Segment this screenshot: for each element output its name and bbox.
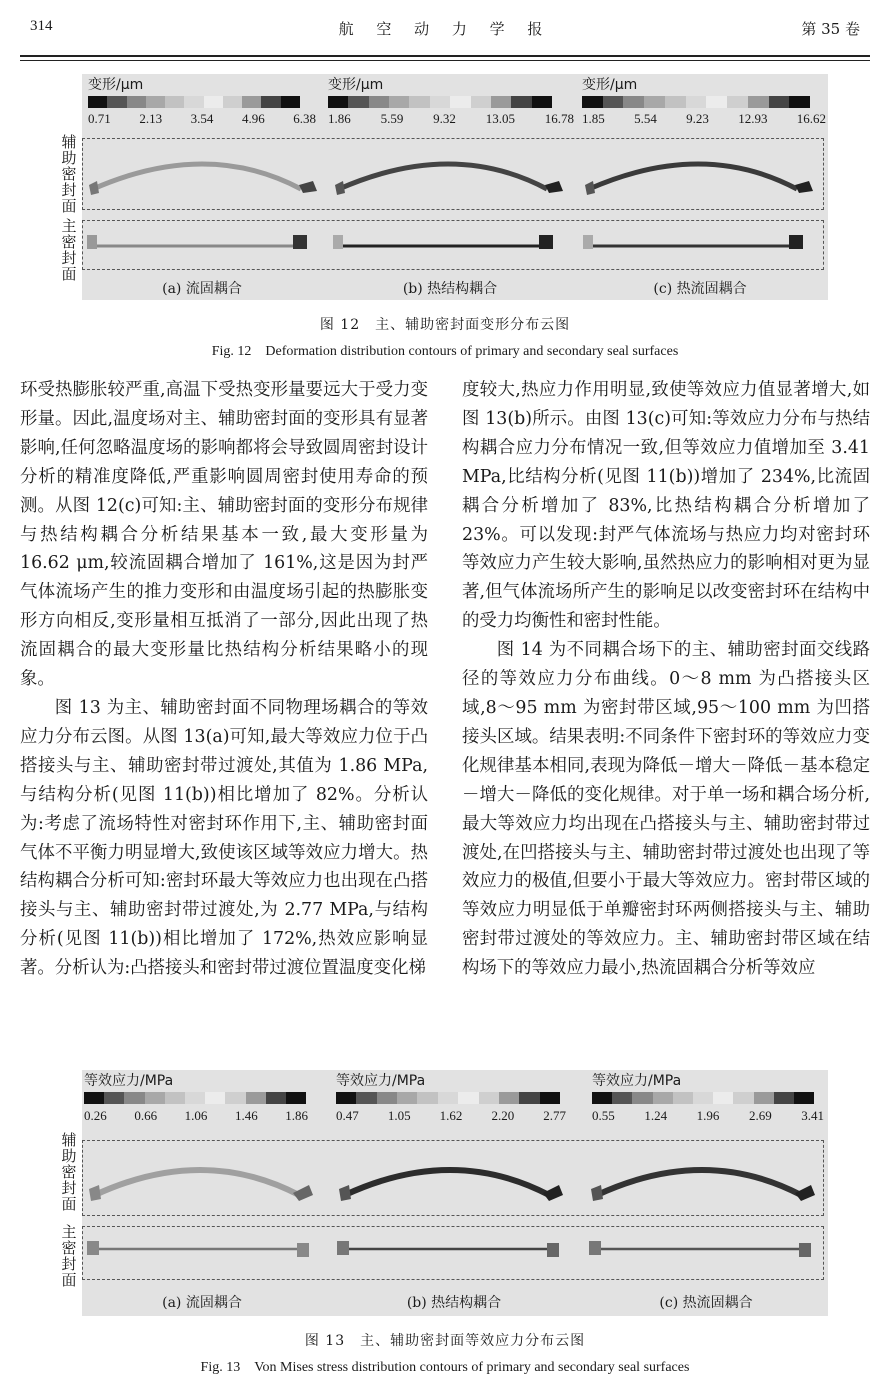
aux-seal-shape-a <box>87 1149 327 1209</box>
colorbar-gradient <box>336 1092 560 1104</box>
subcaption-c: (c) 热流固耦合 <box>653 281 747 297</box>
tick-label: 0.55 <box>592 1108 615 1123</box>
main-seal-shape-b <box>333 233 573 263</box>
fig13-caption-cn: 图 13 主、辅助密封面等效应力分布云图 <box>304 1333 586 1349</box>
main-seal-shape-a <box>87 1239 327 1269</box>
figure-12 <box>82 74 828 300</box>
header-rule-thick <box>20 55 870 57</box>
volume-label: 第 35 卷 <box>801 20 860 38</box>
tick-label: 2.77 <box>543 1108 566 1123</box>
tick-label: 9.23 <box>686 111 709 126</box>
tick-label: 1.86 <box>328 111 351 126</box>
tick-label: 1.85 <box>582 111 605 126</box>
fig12-row-label-main: 主密封面 <box>61 217 77 283</box>
colorbar-gradient <box>328 96 552 108</box>
tick-label: 1.24 <box>644 1108 668 1123</box>
fig13-caption-en: Fig. 13 Von Mises stress distribution contours of primary and secondary seal surfaces <box>200 1360 690 1375</box>
fig12-colorbar-c <box>582 74 828 127</box>
header-rule-thin <box>20 60 870 61</box>
colorbar-title: 等效应力/MPa <box>84 1073 174 1089</box>
aux-seal-shape-c <box>583 145 823 205</box>
colorbar-ticks <box>328 111 574 127</box>
colorbar-title: 变形/μm <box>88 77 144 93</box>
page-number: 314 <box>30 18 53 34</box>
fig12-caption-en: Fig. 12 Deformation distribution contours of primary and secondary seal surfaces <box>211 344 679 359</box>
fig13-colorbar-c <box>592 1070 828 1124</box>
body-right-column <box>462 376 870 983</box>
fig13-row-label-main: 主密封面 <box>61 1223 77 1289</box>
body-left-column <box>20 376 428 983</box>
tick-label: 2.69 <box>748 1108 772 1123</box>
fig12-main-seal-row <box>82 220 824 270</box>
tick-label: 0.66 <box>134 1108 158 1123</box>
tick-label: 1.96 <box>696 1108 720 1123</box>
main-seal-shape-a <box>87 233 327 263</box>
tick-label: 1.06 <box>184 1108 208 1123</box>
colorbar-ticks <box>88 111 316 127</box>
journal-title: 航 空 动 力 学 报 <box>338 20 552 38</box>
fig13-row-label-aux: 辅助密封面 <box>61 1131 77 1213</box>
tick-label: 2.13 <box>139 111 163 126</box>
tick-label: 1.62 <box>439 1108 463 1123</box>
colorbar-title: 变形/μm <box>328 77 384 93</box>
colorbar-gradient <box>582 96 810 108</box>
colorbar-ticks <box>84 1108 308 1124</box>
aux-seal-shape-b <box>333 145 573 205</box>
tick-label: 1.46 <box>234 1108 258 1123</box>
fig12-row-label-aux: 辅助密封面 <box>61 133 77 215</box>
tick-label: 12.93 <box>738 111 768 126</box>
fig13-colorbar-b <box>336 1070 568 1124</box>
tick-label: 0.47 <box>336 1108 359 1123</box>
tick-label: 0.26 <box>84 1108 107 1123</box>
colorbar-title: 等效应力/MPa <box>592 1073 682 1089</box>
subcaption-a: (a) 流固耦合 <box>162 281 242 297</box>
fig12-colorbar-a <box>88 74 316 127</box>
colorbar-gradient <box>592 1092 814 1104</box>
colorbar-title: 变形/μm <box>582 77 638 93</box>
tick-label: 1.86 <box>285 1108 308 1123</box>
paragraph: 环受热膨胀较严重,高温下受热变形量要远大于受力变形量。因此,温度场对主、辅助密封面的变形具有显著影响,任何忽略温度场的影响都将会导致圆周密封设计分析的精准度降低,严重影响圆周密封使用寿命的预测。从图 12(c)可知:主、辅助密封面的变形分布规律与热结构耦合分析结果基本一致,最大变形量为 16.62 μm,较流固耦合增加了 161%,这是因为封严气体流场产生的推力变形和由温度场引起的热膨胀变形方向相反,变形量相互抵消了一部分,因此出现了热流固耦合的最大变形量比热结构分析结果略小的现象。 <box>20 380 428 690</box>
colorbar-ticks <box>592 1108 824 1124</box>
tick-label: 5.59 <box>380 111 404 126</box>
paragraph: 图 13 为主、辅助密封面不同物理场耦合的等效应力分布云图。从图 13(a)可知,最大等效应力位于凸搭接头与主、辅助密封带过渡处,其值为 1.86 MPa,与结构分析(见图 11(b))相比增加了 82%。分析认为:考虑了流场特性对密封环作用下,主、辅助密封面气体不平衡力明显增大,致使该区域等效应力增大。热结构耦合分析可知:密封环最大等效应力也出现在凸搭接头与主、辅助密封带过渡处,为 2.77 MPa,与结构分析(见图 11(b))相比增加了 172%,热效应影响显著。分析认为:凸搭接头和密封带过渡位置温度变化梯 <box>20 697 428 979</box>
subcaption-b: (b) 热结构耦合 <box>402 281 498 297</box>
subcaption-a: (a) 流固耦合 <box>162 1295 242 1311</box>
paragraph: 图 14 为不同耦合场下的主、辅助密封面交线路径的等效应力分布曲线。0～8 mm 为凸搭接头区域,8～95 mm 为密封带区域,95～100 mm 为凹搭接头区域。结果表明:不同条件下密封环的等效应力变化规律基本相同,表现为降低－增大－降低－基本稳定－增大－降低的变化规律。对于单一场和耦合场分析,最大等效应力均出现在凸搭接头与主、辅助密封带过渡处,在凹搭接头与主、辅助密封带过渡处也出现了等效应力的极值,但要小于最大等效应力。密封带区域的等效应力明显低于单瓣密封环两侧搭接头与主、辅助密封带过渡处的等效应力。主、辅助密封带区域在结构场下的等效应力最小,热流固耦合分析等效应 <box>462 640 870 979</box>
tick-label: 13.05 <box>485 111 515 126</box>
tick-label: 16.78 <box>544 111 574 126</box>
tick-label: 4.96 <box>241 111 265 126</box>
main-seal-shape-b <box>337 1239 577 1269</box>
paragraph: 度较大,热应力作用明显,致使等效应力值显著增大,如图 13(b)所示。由图 13(c)可知:等效应力分布与热结构耦合应力分布情况一致,但等效应力值增加至 3.41 MPa,比结构分析(见图 11(b))增加了 234%,比流固耦合分析增加了 83%,比热结构耦合分析增加了 23%。可以发现:封严气体流场与热应力均对密封环等效应力产生较大影响,虽然热应力的影响相对更为显著,但气体流场所产生的影响足以改变密封环在结构中的受力均衡性和密封性能。 <box>462 380 870 632</box>
tick-label: 1.05 <box>387 1108 411 1123</box>
main-seal-shape-c <box>583 233 823 263</box>
fig13-aux-seal-row <box>82 1140 824 1216</box>
colorbar-gradient <box>88 96 300 108</box>
tick-label: 16.62 <box>796 111 826 126</box>
colorbar-gradient <box>84 1092 306 1104</box>
aux-seal-shape-b <box>337 1149 577 1209</box>
fig13-colorbar-a <box>84 1070 310 1124</box>
fig12-caption-cn: 图 12 主、辅助密封面变形分布云图 <box>319 317 571 333</box>
fig13-main-seal-row <box>82 1226 824 1280</box>
colorbar-ticks <box>336 1108 566 1124</box>
fig12-colorbar-b <box>328 74 578 127</box>
tick-label: 3.41 <box>801 1108 824 1123</box>
tick-label: 9.32 <box>433 111 456 126</box>
subcaption-b: (b) 热结构耦合 <box>406 1295 502 1311</box>
colorbar-ticks <box>582 111 826 127</box>
main-seal-shape-c <box>589 1239 829 1269</box>
tick-label: 5.54 <box>634 111 657 126</box>
tick-label: 3.54 <box>190 111 214 126</box>
tick-label: 6.38 <box>293 111 316 126</box>
colorbar-title: 等效应力/MPa <box>336 1073 426 1089</box>
tick-label: 0.71 <box>88 111 111 126</box>
tick-label: 2.20 <box>491 1108 515 1123</box>
figure-13 <box>82 1070 828 1316</box>
fig12-aux-seal-row <box>82 138 824 210</box>
aux-seal-shape-a <box>87 145 327 205</box>
aux-seal-shape-c <box>589 1149 829 1209</box>
subcaption-c: (c) 热流固耦合 <box>659 1295 753 1311</box>
